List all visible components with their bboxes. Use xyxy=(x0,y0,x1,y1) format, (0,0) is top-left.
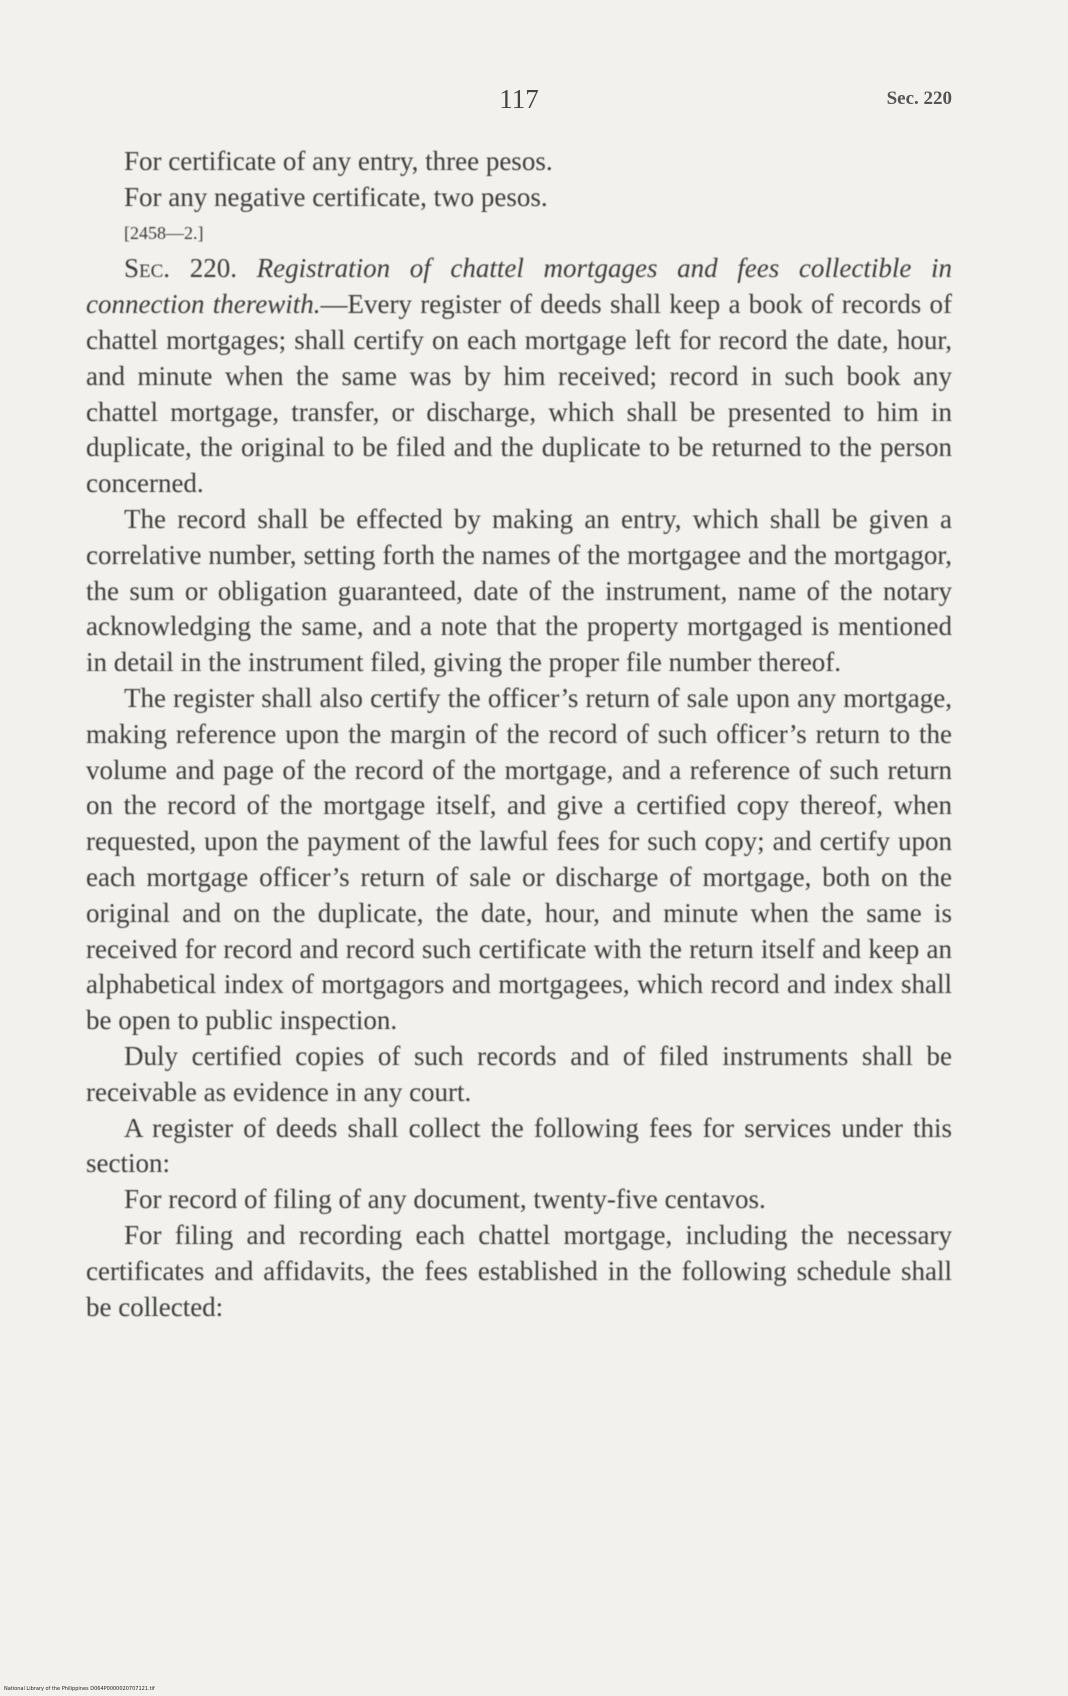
paragraph-certificate-fee: For certificate of any entry, three pesos. xyxy=(124,146,553,176)
paragraph-filing-fee: For record of filing of any document, twenty-five centavos. xyxy=(124,1184,766,1215)
page-header xyxy=(86,84,952,124)
page-number: 117 xyxy=(499,84,539,114)
section-title: Registration of chattel mortgages and fees collectible in connection therewith. xyxy=(86,253,953,320)
section-number: 220. xyxy=(170,253,257,284)
paragraph-certified-copies: Duly certified copies of such records and of filed instruments shall be receivable as evidence in any court. xyxy=(86,1040,952,1107)
section-220-paragraph xyxy=(86,251,952,502)
body-text xyxy=(86,144,952,1325)
citation: [2458—2.] xyxy=(124,222,204,243)
paragraph-chattel-mortgage-fee: For filing and recording each chattel mortgage, including the necessary certificates and affidavits, the fees established in the following schedule shall be collected: xyxy=(86,1219,952,1322)
section-label: Sec. xyxy=(124,253,171,284)
scan-footer-tag: National Library of the Philippines D064P0000020707121.tif xyxy=(4,1686,155,1692)
paragraph-fees-intro: A register of deeds shall collect the following fees for services under this section: xyxy=(86,1112,952,1179)
paragraph-negative-certificate-fee: For any negative certificate, two pesos. xyxy=(124,181,548,212)
section-reference: Sec. 220 xyxy=(886,88,952,109)
section-body: —Every register of deeds shall keep a book of records of chattel mortgages; shall certify on each mortgage left for record the date, hour, and minute when the same was by him received; record in such book any chattel mortgage, transfer, or discharge, which shall be presented to him in duplicate, the original to be filed and the duplicate to be returned to the person concerned. xyxy=(86,289,952,499)
paragraph-record-entry: The record shall be effected by making an entry, which shall be given a correlative number, setting forth the names of the mortgagee and the mortgagor, the sum or obligation guaranteed, date of the instrument, name of the notary acknowledging the same, and a note that the property mortgaged is mentioned in detail in the instrument filed, giving the proper file number thereof. xyxy=(86,503,952,678)
paragraph-officers-return: The register shall also certify the officer’s return of sale upon any mortgage, making reference upon the margin of the record of such officer’s return to the volume and page of the record of the mortgage, and a reference of such return on the record of the mortgage itself, and give a certified copy thereof, when requested, upon the payment of the lawful fees for such copy; and certify upon each mortgage officer’s return of sale or discharge of mortgage, both on the original and on the duplicate, the date, hour, and minute when the same is received for record and record such certificate with the return itself and keep an alphabetical index of mortgagors and mortgagees, which record and index shall be open to public inspection. xyxy=(86,682,952,1036)
